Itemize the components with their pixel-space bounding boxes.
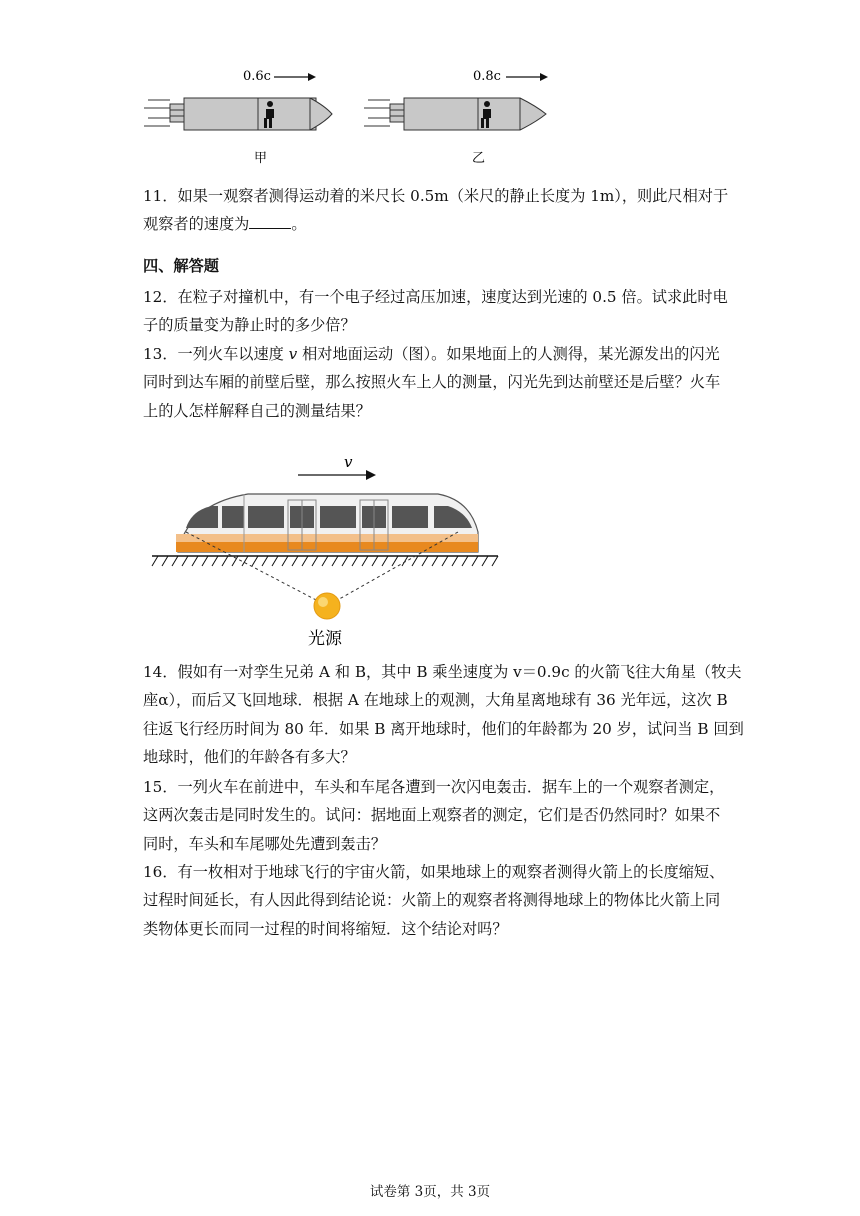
question-11 [143, 182, 729, 239]
answer-blank [249, 214, 291, 229]
q13-line3: 上的人怎样解释自己的测量结果？ [143, 401, 371, 420]
question-13 [143, 340, 723, 425]
q13-velocity-var: v [288, 345, 298, 363]
train-velocity-label: v [344, 453, 353, 471]
q16-line1: 16．有一枚相对于地球飞行的宇宙火箭，如果地球上的观察者测得火箭上的长度缩短、 [143, 863, 725, 881]
q15-line3: 同时，车头和车尾哪处先遭到轰击？ [143, 834, 386, 853]
rockets-figure [140, 62, 570, 172]
rocket-left [144, 98, 332, 130]
q14-line4: 地球时，他们的年龄各有多大？ [143, 748, 356, 767]
q15-line1: 15．一列火车在前进中，车头和车尾各遭到一次闪电轰击．据车上的一个观察者测定， [143, 778, 725, 796]
train-figure [148, 452, 508, 652]
q15-line2: 这两次轰击是同时发生的。试问：据地面上观察者的测定，它们是否仍然同时？如果不 [143, 806, 721, 825]
question-16 [143, 858, 723, 943]
q14-line3: 往返飞行经历时间为 80 年．如果 B 离开地球时，他们的年龄都为 20 岁，试问当 B 回到 [143, 719, 744, 738]
train [176, 494, 478, 552]
page-footer: 试卷第 3页，共 3页 [369, 1184, 491, 1200]
rocket-left-speed: 0.6c [243, 69, 271, 84]
light-source-label: 光源 [308, 629, 342, 649]
q12-line2: 子的质量变为静止时的多少倍？ [143, 316, 356, 335]
q12-line1: 12．在粒子对撞机中，有一个电子经过高压加速，速度达到光速的 0.5 倍。试求此时电 [143, 288, 728, 306]
rocket-right-speed: 0.8c [473, 69, 501, 84]
section-heading: 四、解答题 [143, 257, 219, 275]
q13-line1-before: 13．一列火车以速度 [143, 345, 289, 363]
rocket-right-caption: 乙 [472, 151, 486, 166]
ground-hatching [152, 556, 498, 566]
q16-line2: 过程时间延长，有人因此得到结论说：火箭上的观察者将测得地球上的物体比火箭上同 [143, 891, 721, 910]
q13-line2: 同时到达车厢的前壁后壁，那么按照火车上人的测量，闪光先到达前壁还是后壁？火车 [143, 373, 721, 392]
q11-line2-before: 观察者的速度为 [143, 215, 250, 234]
q11-line1: 11．如果一观察者测得运动着的米尺长 0.5m（米尺的静止长度为 1m），则此尺相对于 [143, 187, 729, 205]
q13-line1-after: 相对地面运动（图）。如果地面上的人测得，某光源发出的闪光 [297, 345, 720, 363]
rocket-right [364, 98, 546, 130]
question-14 [143, 658, 744, 772]
rocket-left-caption: 甲 [254, 151, 268, 166]
q14-line1: 14．假如有一对孪生兄弟 A 和 B，其中 B 乘坐速度为 v＝0.9c 的火箭飞往大角星（牧夫 [143, 663, 742, 681]
q11-line2-after: 。 [291, 215, 307, 234]
question-12 [143, 283, 728, 340]
q16-line3: 类物体更长而同一过程的时间将缩短．这个结论对吗？ [143, 919, 508, 938]
q14-line2: 座α），而后又飞回地球．根据 A 在地球上的观测，大角星离地球有 36 光年远，这次 B [143, 691, 728, 710]
question-15 [143, 773, 723, 858]
light-source-icon [314, 593, 340, 619]
